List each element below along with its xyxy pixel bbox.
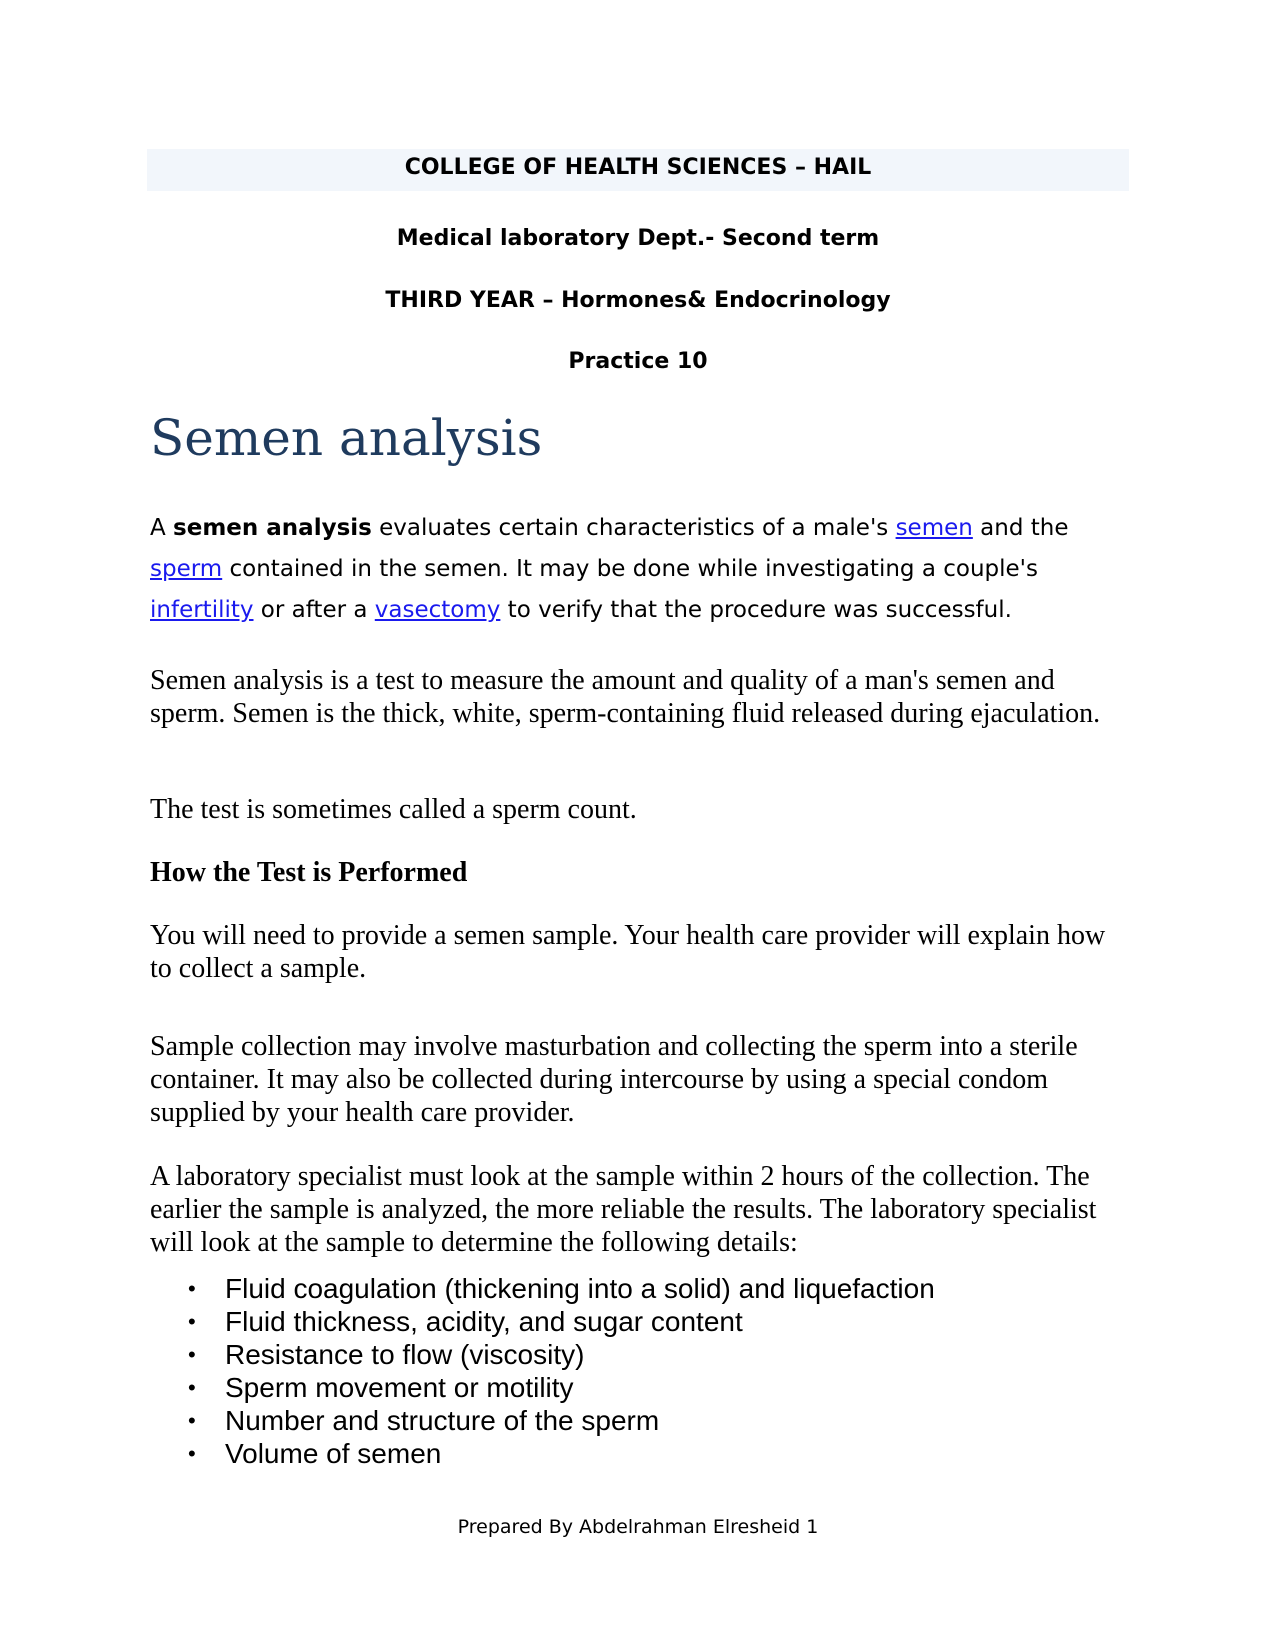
page-title: Semen analysis	[150, 409, 543, 467]
list-item	[150, 1437, 1130, 1470]
sample-paragraph: You will need to provide a semen sample. Your health care provider will explain how to collect a sample.	[150, 920, 1106, 984]
section-heading: How the Test is Performed	[150, 857, 468, 888]
list-item-text: Resistance to flow (viscosity)	[225, 1339, 585, 1370]
list-item-text: Fluid coagulation (thickening into a solid) and liquefaction	[225, 1273, 935, 1304]
intro-paragraph	[150, 508, 1130, 631]
sperm-link[interactable]: sperm	[150, 556, 223, 582]
bullet-icon: •	[188, 1276, 196, 1301]
vasectomy-link[interactable]: vasectomy	[374, 597, 501, 623]
collection-paragraph: Sample collection may involve masturbation and collecting the sperm into a sterile container. It may also be collected during intercourse by using a special condom supplied by your health care provider.	[150, 1031, 1078, 1128]
list-item	[150, 1272, 1130, 1305]
intro-text: A	[150, 515, 174, 541]
list-item	[150, 1404, 1130, 1437]
practice-heading: Practice 10	[568, 349, 708, 374]
infertility-link[interactable]: infertility	[150, 597, 254, 623]
bullet-icon: •	[188, 1309, 196, 1334]
list-item-text: Fluid thickness, acidity, and sugar content	[225, 1306, 743, 1337]
semen-link[interactable]: semen	[895, 515, 973, 541]
intro-text: or after a	[253, 597, 375, 623]
intro-bold-term: semen analysis	[173, 515, 372, 541]
page-footer: Prepared By Abdelrahman Elresheid 1	[457, 1516, 819, 1538]
bullet-icon: •	[188, 1342, 196, 1367]
list-item-text: Sperm movement or motility	[225, 1372, 574, 1403]
details-list	[150, 1272, 1130, 1470]
department-heading: Medical laboratory Dept.- Second term	[396, 226, 880, 251]
list-item-text: Number and structure of the sperm	[225, 1405, 660, 1436]
bullet-icon: •	[188, 1408, 196, 1433]
college-heading: COLLEGE OF HEALTH SCIENCES – HAIL	[404, 155, 872, 180]
sperm-count-paragraph: The test is sometimes called a sperm count.	[150, 794, 637, 825]
analysis-paragraph: A laboratory specialist must look at the sample within 2 hours of the collection. The earlier the sample is analyzed, the more reliable the results. The laboratory specialist will look at the sample to determine the following details:	[150, 1161, 1097, 1258]
bullet-icon: •	[188, 1441, 196, 1466]
definition-paragraph: Semen analysis is a test to measure the amount and quality of a man's semen and sperm. Semen is the thick, white, sperm-containing fluid released during ejaculation.	[150, 665, 1101, 729]
course-heading: THIRD YEAR – Hormones& Endocrinology	[385, 288, 891, 313]
list-item	[150, 1338, 1130, 1371]
intro-text: evaluates certain characteristics of a male's	[371, 515, 896, 541]
list-item	[150, 1305, 1130, 1338]
intro-text: to verify that the procedure was successful.	[500, 597, 1012, 623]
list-item-text: Volume of semen	[225, 1438, 442, 1469]
list-item	[150, 1371, 1130, 1404]
intro-text: and the	[972, 515, 1069, 541]
bullet-icon: •	[188, 1375, 196, 1400]
intro-text: contained in the semen. It may be done while investigating a couple's	[222, 556, 1038, 582]
